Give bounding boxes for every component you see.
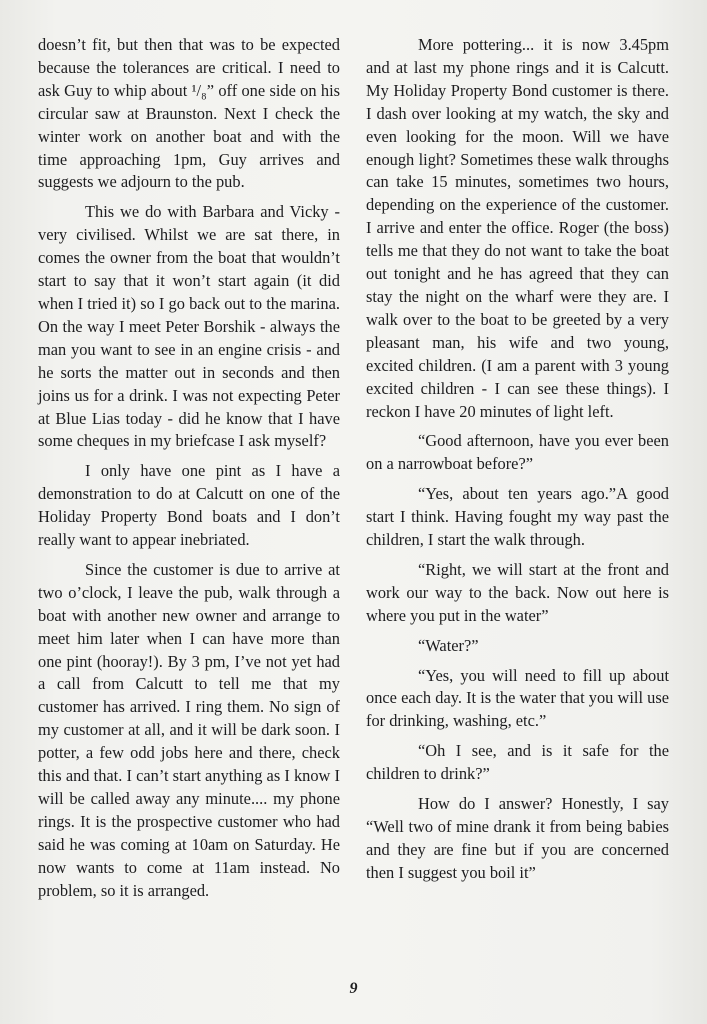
paragraph: “Yes, you will need to fill up about once each day. It is the water that you will use for drinking, washing, etc.” — [366, 665, 669, 731]
paragraph: “Water?” — [418, 635, 479, 655]
paragraph: Since the customer is due to arrive at two o’clock, I leave the pub, walk through a boat with another new owner and arrange to meet him later when I can have more than one pint (hooray!). By 3 pm, I’ve not yet had a call from Calcutt to tell me that my customer has arrived. I ring them. No sign of my customer at all, and it will be dark soon. I potter, a few odd jobs here and there, check this and that. I can’t start anything as I know I will be called away any minute.... my phone rings. It is the prospective customer who had said he was coming at 10am on Saturday. He now wants to come at 11am instead. No problem, so it is arranged. — [38, 559, 340, 900]
right-text-column — [366, 34, 669, 892]
paragraph: “Right, we will start at the front and work our way to the back. Now out here is where you put in the water” — [366, 559, 669, 625]
paragraph: I only have one pint as I have a demonstration to do at Calcutt on one of the Holiday Property Bond boats and I don’t really want to appear inebriated. — [38, 461, 340, 550]
paragraph: “Yes, about ten years ago.”A good start I think. Having fought my way past the children, I start the walk through. — [366, 484, 669, 550]
paragraph: More pottering... it is now 3.45pm and at last my phone rings and it is Calcutt. My Holiday Property Bond customer is there. I dash over looking at my watch, the sky and even looking for the moon. Will we have enough light? Sometimes these walk throughs can take 15 minutes, sometimes two hours, depending on the experience of the customer. I arrive and enter the office. Roger (the boss) tells me that they do not want to take the boat out tonight and he has agreed that they can stay the night on the wharf were they are. I walk over to the boat to be greeted by a very pleasant man, his wife and two young, excited children. (I am a parent with 3 young excited children - I can see these things). I reckon I have 20 minutes of light left. — [366, 35, 669, 421]
left-text-column — [38, 34, 340, 910]
paragraph: How do I answer? Honestly, I say “Well two of mine drank it from being babies and they are fine but if you are concerned then I suggest you boil it” — [366, 794, 669, 882]
paragraph: doesn’t fit, but then that was to be expected because the tolerances are critical. I need to ask Guy to whip about ¹/₈” off one side on his circular saw at Braunston. Next I check the winter work on another boat and with the time approaching 1pm, Guy arrives and suggests we adjourn to the pub. — [38, 35, 340, 192]
paragraph: “Good afternoon, have you ever been on a narrowboat before?” — [366, 431, 669, 474]
page-number: 9 — [349, 980, 358, 997]
paragraph: This we do with Barbara and Vicky - very civilised. Whilst we are sat there, in comes the owner from the boat that wouldn’t start to say that it won’t start again (it did when I tried it) so I go back out to the marina. On the way I meet Peter Borshik - always the man you want to see in an engine crisis - and he sorts the matter out in seconds and then joins us for a drink. I was not expecting Peter at Blue Lias today - did he know that I have some cheques in my briefcase I ask myself? — [38, 202, 340, 451]
paragraph: “Oh I see, and is it safe for the children to drink?” — [366, 741, 669, 784]
